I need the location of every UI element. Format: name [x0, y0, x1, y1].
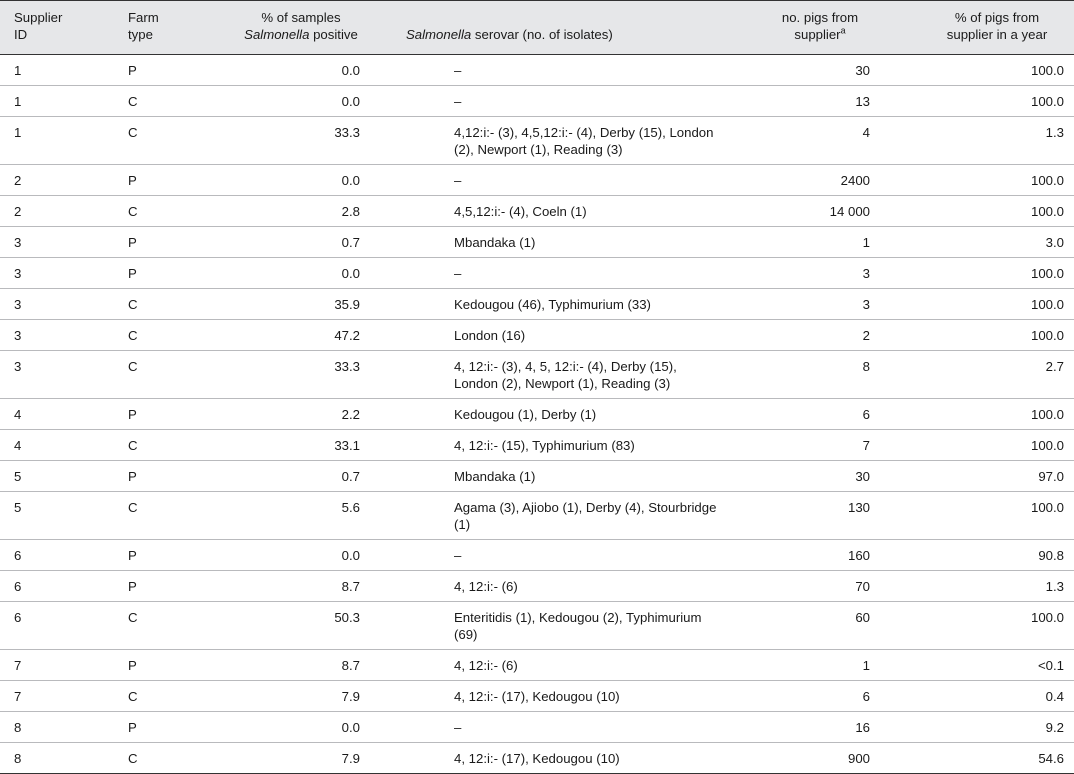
- header-pct-pigs: [886, 1, 1074, 55]
- cell-pct-samples: 7.9: [212, 681, 366, 712]
- cell-farm-type: C: [108, 351, 212, 399]
- cell-farm-type: C: [108, 196, 212, 227]
- cell-pct-samples: 0.0: [212, 86, 366, 117]
- header-serovar: [366, 1, 730, 55]
- cell-pct-samples: 0.7: [212, 227, 366, 258]
- cell-no-pigs: 70: [730, 571, 886, 602]
- table-body: [0, 55, 1074, 774]
- cell-pct-pigs-year: 100.0: [886, 289, 1074, 320]
- cell-supplier-id: 3: [0, 320, 108, 351]
- cell-pct-pigs-year: 100.0: [886, 258, 1074, 289]
- table-row: [0, 351, 1074, 399]
- cell-no-pigs: 2: [730, 320, 886, 351]
- cell-no-pigs: 1: [730, 650, 886, 681]
- cell-farm-type: P: [108, 712, 212, 743]
- table-row: [0, 117, 1074, 165]
- header-pct-samples: [212, 1, 366, 55]
- cell-farm-type: C: [108, 320, 212, 351]
- cell-pct-pigs-year: 100.0: [886, 165, 1074, 196]
- header-pct-pigs-line1: % of pigs from: [954, 10, 1040, 25]
- cell-serovar: Enteritidis (1), Kedougou (2), Typhimurium (69): [366, 602, 730, 650]
- table-row: [0, 743, 1074, 774]
- cell-supplier-id: 8: [0, 743, 108, 774]
- header-supplier-id-line2: ID: [14, 27, 28, 42]
- cell-pct-samples: 0.0: [212, 55, 366, 86]
- cell-no-pigs: 7: [730, 430, 886, 461]
- cell-farm-type: P: [108, 258, 212, 289]
- cell-farm-type: C: [108, 743, 212, 774]
- cell-no-pigs: 60: [730, 602, 886, 650]
- cell-pct-pigs-year: 97.0: [886, 461, 1074, 492]
- table-row: [0, 650, 1074, 681]
- cell-pct-samples: 50.3: [212, 602, 366, 650]
- header-no-pigs: [730, 1, 886, 55]
- cell-no-pigs: 8: [730, 351, 886, 399]
- cell-supplier-id: 2: [0, 196, 108, 227]
- cell-no-pigs: 14 000: [730, 196, 886, 227]
- cell-serovar: 4,5,12:i:- (4), Coeln (1): [366, 196, 730, 227]
- cell-serovar: Mbandaka (1): [366, 461, 730, 492]
- cell-pct-samples: 47.2: [212, 320, 366, 351]
- cell-no-pigs: 30: [730, 55, 886, 86]
- cell-pct-pigs-year: 9.2: [886, 712, 1074, 743]
- cell-no-pigs: 6: [730, 681, 886, 712]
- cell-supplier-id: 7: [0, 681, 108, 712]
- cell-pct-pigs-year: 90.8: [886, 540, 1074, 571]
- cell-no-pigs: 6: [730, 399, 886, 430]
- cell-no-pigs: 4: [730, 117, 886, 165]
- table-row: [0, 196, 1074, 227]
- table-row: [0, 399, 1074, 430]
- cell-supplier-id: 5: [0, 492, 108, 540]
- cell-supplier-id: 7: [0, 650, 108, 681]
- header-no-pigs-line1: no. pigs from: [781, 10, 859, 25]
- header-serovar-rest: serovar (no. of isolates): [474, 27, 613, 42]
- cell-pct-pigs-year: 1.3: [886, 117, 1074, 165]
- table-row: [0, 430, 1074, 461]
- cell-farm-type: C: [108, 117, 212, 165]
- cell-pct-pigs-year: 100.0: [886, 430, 1074, 461]
- cell-no-pigs: 1: [730, 227, 886, 258]
- cell-supplier-id: 1: [0, 55, 108, 86]
- cell-pct-pigs-year: 100.0: [886, 86, 1074, 117]
- cell-pct-samples: 7.9: [212, 743, 366, 774]
- header-no-pigs-line2: supplier: [794, 27, 841, 42]
- header-row: [0, 1, 1074, 55]
- cell-supplier-id: 8: [0, 712, 108, 743]
- cell-serovar: Kedougou (1), Derby (1): [366, 399, 730, 430]
- cell-no-pigs: 3: [730, 258, 886, 289]
- cell-pct-samples: 33.3: [212, 351, 366, 399]
- cell-pct-samples: 5.6: [212, 492, 366, 540]
- table-row: [0, 461, 1074, 492]
- table-row: [0, 712, 1074, 743]
- cell-serovar: –: [366, 258, 730, 289]
- cell-farm-type: P: [108, 571, 212, 602]
- header-pct-samples-genus: Salmonella: [244, 27, 310, 42]
- table-row: [0, 320, 1074, 351]
- cell-pct-pigs-year: 3.0: [886, 227, 1074, 258]
- cell-serovar: –: [366, 540, 730, 571]
- cell-no-pigs: 130: [730, 492, 886, 540]
- cell-pct-samples: 0.0: [212, 165, 366, 196]
- cell-supplier-id: 4: [0, 399, 108, 430]
- cell-supplier-id: 5: [0, 461, 108, 492]
- cell-supplier-id: 2: [0, 165, 108, 196]
- cell-pct-samples: 2.8: [212, 196, 366, 227]
- cell-pct-samples: 0.0: [212, 540, 366, 571]
- cell-pct-samples: 0.7: [212, 461, 366, 492]
- cell-serovar: 4, 12:i:- (6): [366, 650, 730, 681]
- cell-supplier-id: 6: [0, 571, 108, 602]
- cell-pct-pigs-year: 2.7: [886, 351, 1074, 399]
- cell-farm-type: P: [108, 650, 212, 681]
- cell-pct-samples: 0.0: [212, 712, 366, 743]
- cell-supplier-id: 3: [0, 227, 108, 258]
- cell-pct-samples: 33.1: [212, 430, 366, 461]
- cell-serovar: 4,12:i:- (3), 4,5,12:i:- (4), Derby (15), London (2), Newport (1), Reading (3): [366, 117, 730, 165]
- cell-no-pigs: 16: [730, 712, 886, 743]
- cell-serovar: 4, 12:i:- (6): [366, 571, 730, 602]
- cell-pct-samples: 33.3: [212, 117, 366, 165]
- cell-supplier-id: 3: [0, 351, 108, 399]
- cell-pct-samples: 8.7: [212, 571, 366, 602]
- cell-pct-pigs-year: 100.0: [886, 399, 1074, 430]
- cell-farm-type: C: [108, 289, 212, 320]
- header-farm-type: [108, 1, 212, 55]
- cell-farm-type: P: [108, 165, 212, 196]
- header-supplier-id: [0, 1, 108, 55]
- cell-farm-type: C: [108, 86, 212, 117]
- cell-farm-type: P: [108, 55, 212, 86]
- cell-serovar: –: [366, 165, 730, 196]
- cell-no-pigs: 900: [730, 743, 886, 774]
- cell-farm-type: P: [108, 399, 212, 430]
- header-farm-type-line1: Farm: [128, 10, 159, 25]
- cell-pct-samples: 2.2: [212, 399, 366, 430]
- table-header: [0, 1, 1074, 55]
- cell-serovar: Mbandaka (1): [366, 227, 730, 258]
- cell-pct-pigs-year: 1.3: [886, 571, 1074, 602]
- table-row: [0, 602, 1074, 650]
- table-row: [0, 289, 1074, 320]
- cell-no-pigs: 30: [730, 461, 886, 492]
- cell-farm-type: C: [108, 602, 212, 650]
- cell-serovar: Agama (3), Ajiobo (1), Derby (4), Stourbridge (1): [366, 492, 730, 540]
- cell-pct-pigs-year: 100.0: [886, 492, 1074, 540]
- cell-serovar: –: [366, 86, 730, 117]
- cell-serovar: 4, 12:i:- (3), 4, 5, 12:i:- (4), Derby (15), London (2), Newport (1), Reading (3): [366, 351, 730, 399]
- header-no-pigs-footnote: a: [840, 25, 846, 36]
- cell-serovar: 4, 12:i:- (15), Typhimurium (83): [366, 430, 730, 461]
- cell-supplier-id: 6: [0, 540, 108, 571]
- cell-pct-samples: 0.0: [212, 258, 366, 289]
- cell-farm-type: C: [108, 681, 212, 712]
- cell-pct-pigs-year: 100.0: [886, 196, 1074, 227]
- header-supplier-id-line1: Supplier: [14, 10, 63, 25]
- cell-farm-type: P: [108, 227, 212, 258]
- cell-serovar: –: [366, 55, 730, 86]
- cell-pct-samples: 8.7: [212, 650, 366, 681]
- cell-farm-type: P: [108, 540, 212, 571]
- cell-supplier-id: 3: [0, 258, 108, 289]
- cell-supplier-id: 1: [0, 117, 108, 165]
- header-pct-samples-line2: positive: [313, 27, 358, 42]
- cell-pct-samples: 35.9: [212, 289, 366, 320]
- cell-supplier-id: 4: [0, 430, 108, 461]
- cell-pct-pigs-year: 100.0: [886, 602, 1074, 650]
- table-row: [0, 86, 1074, 117]
- table-row: [0, 258, 1074, 289]
- cell-pct-pigs-year: 54.6: [886, 743, 1074, 774]
- cell-serovar: –: [366, 712, 730, 743]
- table-row: [0, 492, 1074, 540]
- cell-pct-pigs-year: <0.1: [886, 650, 1074, 681]
- cell-farm-type: C: [108, 492, 212, 540]
- header-farm-type-line2: type: [128, 27, 153, 42]
- cell-no-pigs: 13: [730, 86, 886, 117]
- cell-serovar: London (16): [366, 320, 730, 351]
- table-row: [0, 571, 1074, 602]
- cell-no-pigs: 2400: [730, 165, 886, 196]
- cell-serovar: 4, 12:i:- (17), Kedougou (10): [366, 743, 730, 774]
- cell-pct-pigs-year: 0.4: [886, 681, 1074, 712]
- cell-supplier-id: 6: [0, 602, 108, 650]
- cell-no-pigs: 160: [730, 540, 886, 571]
- cell-pct-pigs-year: 100.0: [886, 55, 1074, 86]
- cell-supplier-id: 1: [0, 86, 108, 117]
- table-row: [0, 227, 1074, 258]
- header-pct-pigs-line2: supplier in a year: [946, 27, 1048, 42]
- table-row: [0, 540, 1074, 571]
- cell-farm-type: C: [108, 430, 212, 461]
- cell-pct-pigs-year: 100.0: [886, 320, 1074, 351]
- cell-no-pigs: 3: [730, 289, 886, 320]
- cell-farm-type: P: [108, 461, 212, 492]
- table-row: [0, 681, 1074, 712]
- cell-serovar: 4, 12:i:- (17), Kedougou (10): [366, 681, 730, 712]
- table-row: [0, 55, 1074, 86]
- header-pct-samples-line1: % of samples: [261, 10, 341, 25]
- header-serovar-genus: Salmonella: [406, 27, 472, 42]
- table-row: [0, 165, 1074, 196]
- cell-supplier-id: 3: [0, 289, 108, 320]
- cell-serovar: Kedougou (46), Typhimurium (33): [366, 289, 730, 320]
